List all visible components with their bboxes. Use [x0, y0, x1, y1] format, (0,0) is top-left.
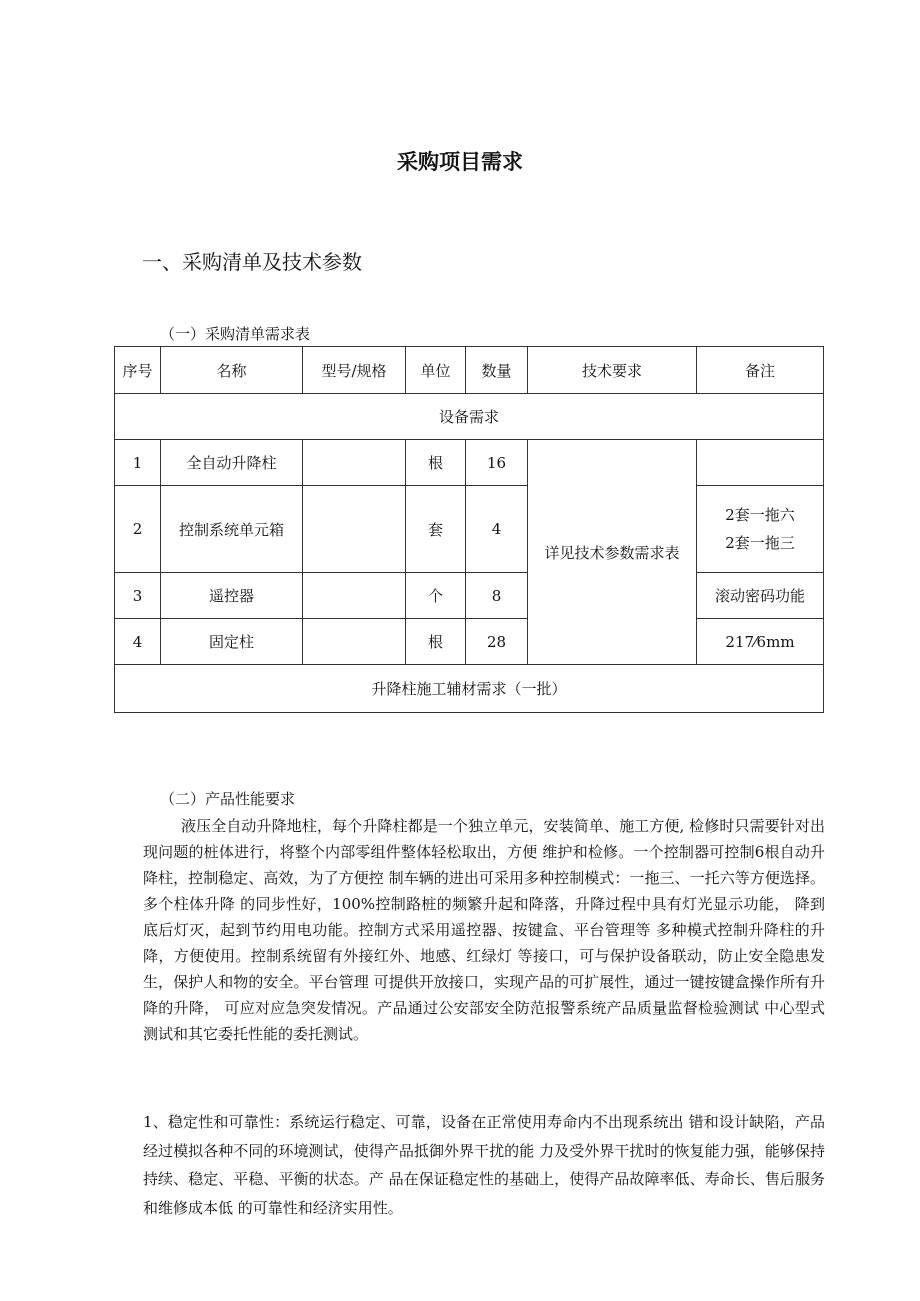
header-cell: 备注 [697, 347, 824, 394]
header-cell: 序号 [115, 347, 161, 394]
table-row [115, 440, 824, 486]
row-note: 滚动密码功能 [697, 573, 824, 619]
header-cell: 名称 [161, 347, 303, 394]
row-name: 遥控器 [161, 573, 303, 619]
row-spec [303, 619, 406, 665]
row-unit: 个 [406, 573, 466, 619]
group-label: 设备需求 [115, 394, 824, 440]
row-qty: 4 [466, 486, 528, 573]
row-no: 2 [115, 486, 161, 573]
group-row [115, 665, 824, 713]
row-no: 1 [115, 440, 161, 486]
row-note [697, 440, 824, 486]
row-unit: 根 [406, 440, 466, 486]
subsection-heading-2: （二）产品性能要求 [160, 790, 296, 808]
row-note: 217⁄6mm [697, 619, 824, 665]
row-qty: 28 [466, 619, 528, 665]
header-cell: 型号/规格 [303, 347, 406, 394]
row-name: 控制系统单元箱 [161, 486, 303, 573]
row-no: 4 [115, 619, 161, 665]
table-row [115, 486, 824, 573]
row-spec [303, 440, 406, 486]
row-qty: 8 [466, 573, 528, 619]
row-name: 固定柱 [161, 619, 303, 665]
row-name: 全自动升降柱 [161, 440, 303, 486]
header-cell: 单位 [406, 347, 466, 394]
note-line: 2套一拖三 [725, 534, 795, 552]
row-spec [303, 486, 406, 573]
page-title: 采购项目需求 [397, 150, 523, 174]
table-row [115, 573, 824, 619]
row-qty: 16 [466, 440, 528, 486]
paragraph: 1、稳定性和可靠性：系统运行稳定、可靠，设备在正常使用寿命内不出现系统出 错和设计缺陷，产品经过模拟各种不同的环境测试，使得产品抵御外界干扰的能 力及受外界干扰时的恢复能力强，能够保持持续、稳定、平稳、平衡的状态。产 品在保证稳定性的基础上，使得产品故障率低、寿命长、售后服务和维修成本低 的可靠性和经济实用性。 [143, 1113, 825, 1217]
row-no: 3 [115, 573, 161, 619]
section-heading-1: 一、采购清单及技术参数 [142, 250, 362, 274]
paragraph: 液压全自动升降地柱，每个升降柱都是一个独立单元，安装简单、施工方便, 检修时只需要针对出现问题的桩体进行，将整个内部零组件整体轻松取出，方便 维护和检修。一个控制器可控制6根自动升降柱，控制稳定、高效，为了方便控 制车辆的进出可采用多种控制模式：一拖三、一托六等方便选择。多个柱体升降 的同步性好，100%控制路桩的频繁升起和降落，升降过程中具有灯光显示功能， 降到底后灯灭，起到节约用电功能。控制方式采用遥控器、按键盒、平台管理等 多种模式控制升降柱的升降，方便使用。控制系统留有外接红外、地感、红绿灯 等接口，可与保护设备联动，防止安全隐患发生，保护人和物的安全。平台管理 可提供开放接口，实现产品的可扩展性，通过一键按键盒操作所有升降的升降， 可应对应急突发情况。产品通过公安部安全防范报警系统产品质量监督检验测试 中心型式测试和其它委托性能的委托测试。 [143, 817, 825, 1043]
header-cell: 技术要求 [528, 347, 697, 394]
note-line: 2套一拖六 [725, 506, 795, 524]
table-row [115, 619, 824, 665]
table-header-row [115, 347, 824, 394]
subsection-heading-1: （一）采购清单需求表 [160, 325, 311, 343]
row-spec [303, 573, 406, 619]
tech-requirement: 详见技术参数需求表 [528, 440, 697, 665]
header-cell: 数量 [466, 347, 528, 394]
group-label: 升降柱施工辅材需求（一批） [115, 665, 824, 713]
procurement-table [114, 346, 824, 713]
row-note [697, 486, 824, 573]
row-unit: 根 [406, 619, 466, 665]
row-unit: 套 [406, 486, 466, 573]
group-row [115, 394, 824, 440]
